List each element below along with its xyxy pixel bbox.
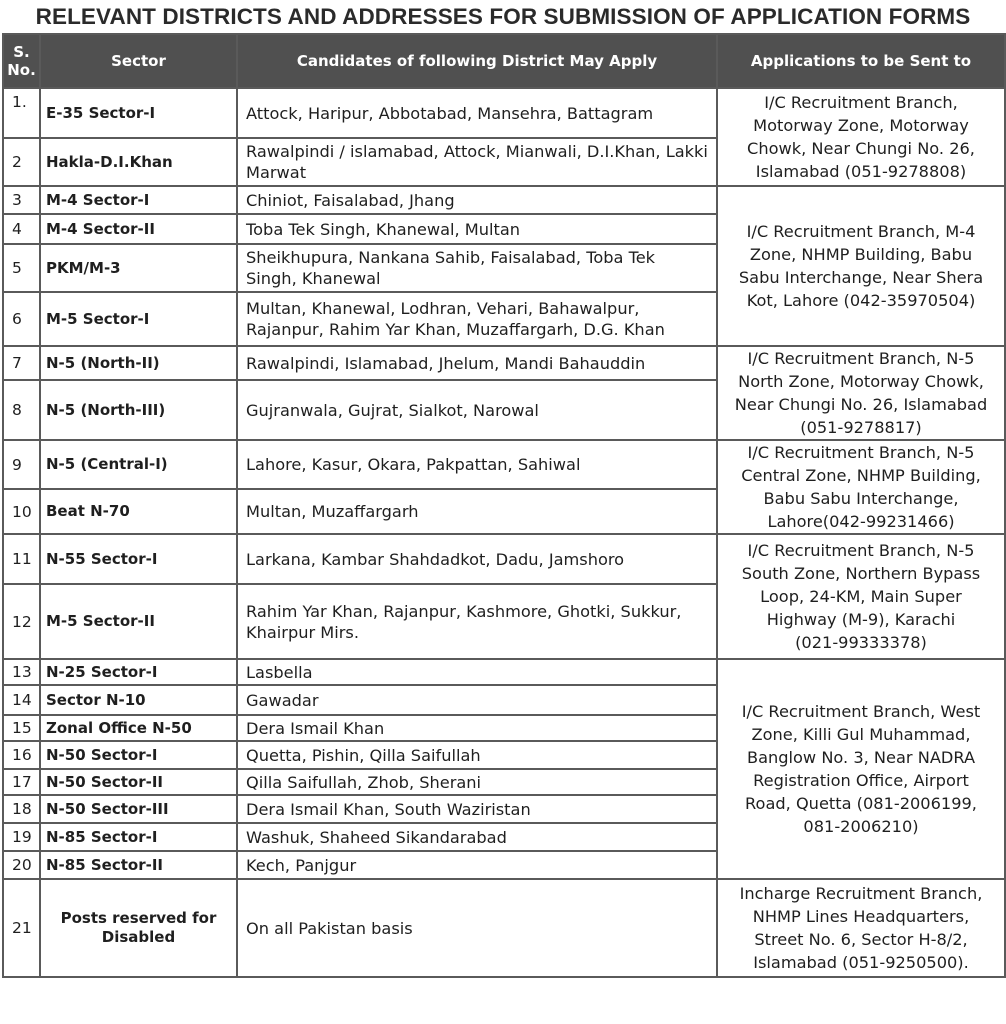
district-list: Qilla Saifullah, Zhob, Sherani (237, 769, 717, 795)
address-line: Zone, Killi Gul Muhammad, (751, 725, 971, 744)
address-line: NHMP Lines Headquarters, (752, 907, 970, 926)
address-line: Kot, Lahore (042-35970504) (746, 291, 976, 310)
sector-name: N-5 (Central-I) (40, 440, 237, 489)
submission-address (717, 346, 1005, 440)
address-line: Babu Sabu Interchange, (763, 489, 959, 508)
serial-number: 18 (3, 795, 40, 823)
address-line: Road, Quetta (081-2006199, (745, 794, 977, 813)
serial-number: 10 (3, 489, 40, 534)
sector-name: E-35 Sector-I (40, 88, 237, 138)
sector-name: M-4 Sector-II (40, 214, 237, 244)
district-list: Rahim Yar Khan, Rajanpur, Kashmore, Ghotki, Sukkur, Khairpur Mirs. (237, 584, 717, 659)
submission-address (717, 879, 1005, 977)
serial-number: 14 (3, 685, 40, 715)
districts-table (2, 33, 1006, 978)
address-line: (021-99333378) (795, 633, 927, 652)
serial-number: 11 (3, 534, 40, 584)
sector-name: N-5 (North-III) (40, 380, 237, 440)
district-list: Multan, Khanewal, Lodhran, Vehari, Bahawalpur, Rajanpur, Rahim Yar Khan, Muzaffargarh, D.G. Khan (237, 292, 717, 346)
header-sector: Sector (40, 34, 237, 88)
page-title: RELEVANT DISTRICTS AND ADDRESSES FOR SUBMISSION OF APPLICATION FORMS (35, 4, 971, 29)
address-line: (051-9278817) (800, 418, 922, 437)
address-line: Registration Office, Airport (753, 771, 969, 790)
district-list: Larkana, Kambar Shahdadkot, Dadu, Jamshoro (237, 534, 717, 584)
sector-name: N-5 (North-II) (40, 346, 237, 380)
address-line: I/C Recruitment Branch, N-5 (747, 443, 975, 462)
district-list: Kech, Panjgur (237, 851, 717, 879)
serial-number: 1. (3, 88, 40, 138)
address-line: Near Chungi No. 26, Islamabad (734, 395, 988, 414)
district-list: Washuk, Shaheed Sikandarabad (237, 823, 717, 851)
submission-address (717, 534, 1005, 659)
address-line: Banglow No. 3, Near NADRA (746, 748, 976, 767)
address-line: I/C Recruitment Branch, West (741, 702, 981, 721)
district-list: Multan, Muzaffargarh (237, 489, 717, 534)
table-row (3, 88, 1005, 138)
serial-number: 12 (3, 584, 40, 659)
submission-address (717, 186, 1005, 346)
header-sno-line1: S. (13, 43, 30, 61)
submission-address (717, 440, 1005, 534)
district-list: On all Pakistan basis (237, 879, 717, 977)
district-list: Quetta, Pishin, Qilla Saifullah (237, 741, 717, 769)
serial-number: 6 (3, 292, 40, 346)
sector-name: N-55 Sector-I (40, 534, 237, 584)
serial-number: 16 (3, 741, 40, 769)
table-body (3, 88, 1005, 977)
address-line: Motorway Zone, Motorway (753, 116, 969, 135)
header-sno (3, 34, 40, 88)
serial-number: 7 (3, 346, 40, 380)
serial-number: 13 (3, 659, 40, 685)
address-line: Incharge Recruitment Branch, (739, 884, 983, 903)
sector-name: M-5 Sector-II (40, 584, 237, 659)
sector-name: N-50 Sector-III (40, 795, 237, 823)
address-line: Islamabad (051-9278808) (755, 162, 967, 181)
serial-number: 9 (3, 440, 40, 489)
address-line: 081-2006210) (803, 817, 919, 836)
table-row (3, 440, 1005, 489)
sector-name: Beat N-70 (40, 489, 237, 534)
table-row (3, 534, 1005, 584)
sector-name: Sector N-10 (40, 685, 237, 715)
district-list: Sheikhupura, Nankana Sahib, Faisalabad, Toba Tek Singh, Khanewal (237, 244, 717, 292)
header-address: Applications to be Sent to (717, 34, 1005, 88)
district-list: Lahore, Kasur, Okara, Pakpattan, Sahiwal (237, 440, 717, 489)
serial-number: 3 (3, 186, 40, 214)
address-line: Zone, NHMP Building, Babu (749, 245, 973, 264)
serial-number: 21 (3, 879, 40, 977)
address-line: Street No. 6, Sector H-8/2, (754, 930, 968, 949)
address-line: Islamabad (051-9250500). (753, 953, 969, 972)
serial-number: 2 (3, 138, 40, 186)
district-list: Toba Tek Singh, Khanewal, Multan (237, 214, 717, 244)
address-line: Loop, 24-KM, Main Super (760, 587, 962, 606)
sector-name: M-4 Sector-I (40, 186, 237, 214)
sector-name: N-50 Sector-I (40, 741, 237, 769)
district-list: Dera Ismail Khan (237, 715, 717, 741)
table-row (3, 186, 1005, 214)
district-list: Gujranwala, Gujrat, Sialkot, Narowal (237, 380, 717, 440)
address-line: Lahore(042-99231466) (767, 512, 955, 531)
district-list: Lasbella (237, 659, 717, 685)
district-list: Dera Ismail Khan, South Waziristan (237, 795, 717, 823)
address-line: North Zone, Motorway Chowk, (738, 372, 984, 391)
address-line: Highway (M-9), Karachi (766, 610, 956, 629)
serial-number: 15 (3, 715, 40, 741)
sector-name: M-5 Sector-I (40, 292, 237, 346)
header-sno-line2: No. (7, 61, 36, 79)
sector-name: Hakla-D.I.Khan (40, 138, 237, 186)
sector-name: N-85 Sector-II (40, 851, 237, 879)
address-line: I/C Recruitment Branch, M-4 (746, 222, 976, 241)
table-row (3, 659, 1005, 685)
district-list: Chiniot, Faisalabad, Jhang (237, 186, 717, 214)
header-districts: Candidates of following District May Apply (237, 34, 717, 88)
address-line: Central Zone, NHMP Building, (741, 466, 981, 485)
address-line: South Zone, Northern Bypass (741, 564, 981, 583)
address-line: I/C Recruitment Branch, N-5 (747, 349, 975, 368)
sector-name: N-50 Sector-II (40, 769, 237, 795)
submission-address (717, 659, 1005, 879)
district-list: Gawadar (237, 685, 717, 715)
district-list: Rawalpindi / islamabad, Attock, Mianwali, D.I.Khan, Lakki Marwat (237, 138, 717, 186)
table-row (3, 879, 1005, 977)
table-header-row (3, 34, 1005, 88)
serial-number: 20 (3, 851, 40, 879)
serial-number: 5 (3, 244, 40, 292)
sector-name: N-25 Sector-I (40, 659, 237, 685)
sector-name: Zonal Office N-50 (40, 715, 237, 741)
submission-address (717, 88, 1005, 186)
serial-number: 19 (3, 823, 40, 851)
address-line: I/C Recruitment Branch, N-5 (747, 541, 975, 560)
address-line: I/C Recruitment Branch, (764, 93, 958, 112)
sector-name: PKM/M-3 (40, 244, 237, 292)
serial-number: 8 (3, 380, 40, 440)
address-line: Chowk, Near Chungi No. 26, (747, 139, 975, 158)
district-list: Rawalpindi, Islamabad, Jhelum, Mandi Bahauddin (237, 346, 717, 380)
address-line: Sabu Interchange, Near Shera (738, 268, 984, 287)
serial-number: 4 (3, 214, 40, 244)
table-row (3, 346, 1005, 380)
sector-name: Posts reserved for Disabled (40, 879, 237, 977)
sector-name: N-85 Sector-I (40, 823, 237, 851)
district-list: Attock, Haripur, Abbotabad, Mansehra, Battagram (237, 88, 717, 138)
serial-number: 17 (3, 769, 40, 795)
